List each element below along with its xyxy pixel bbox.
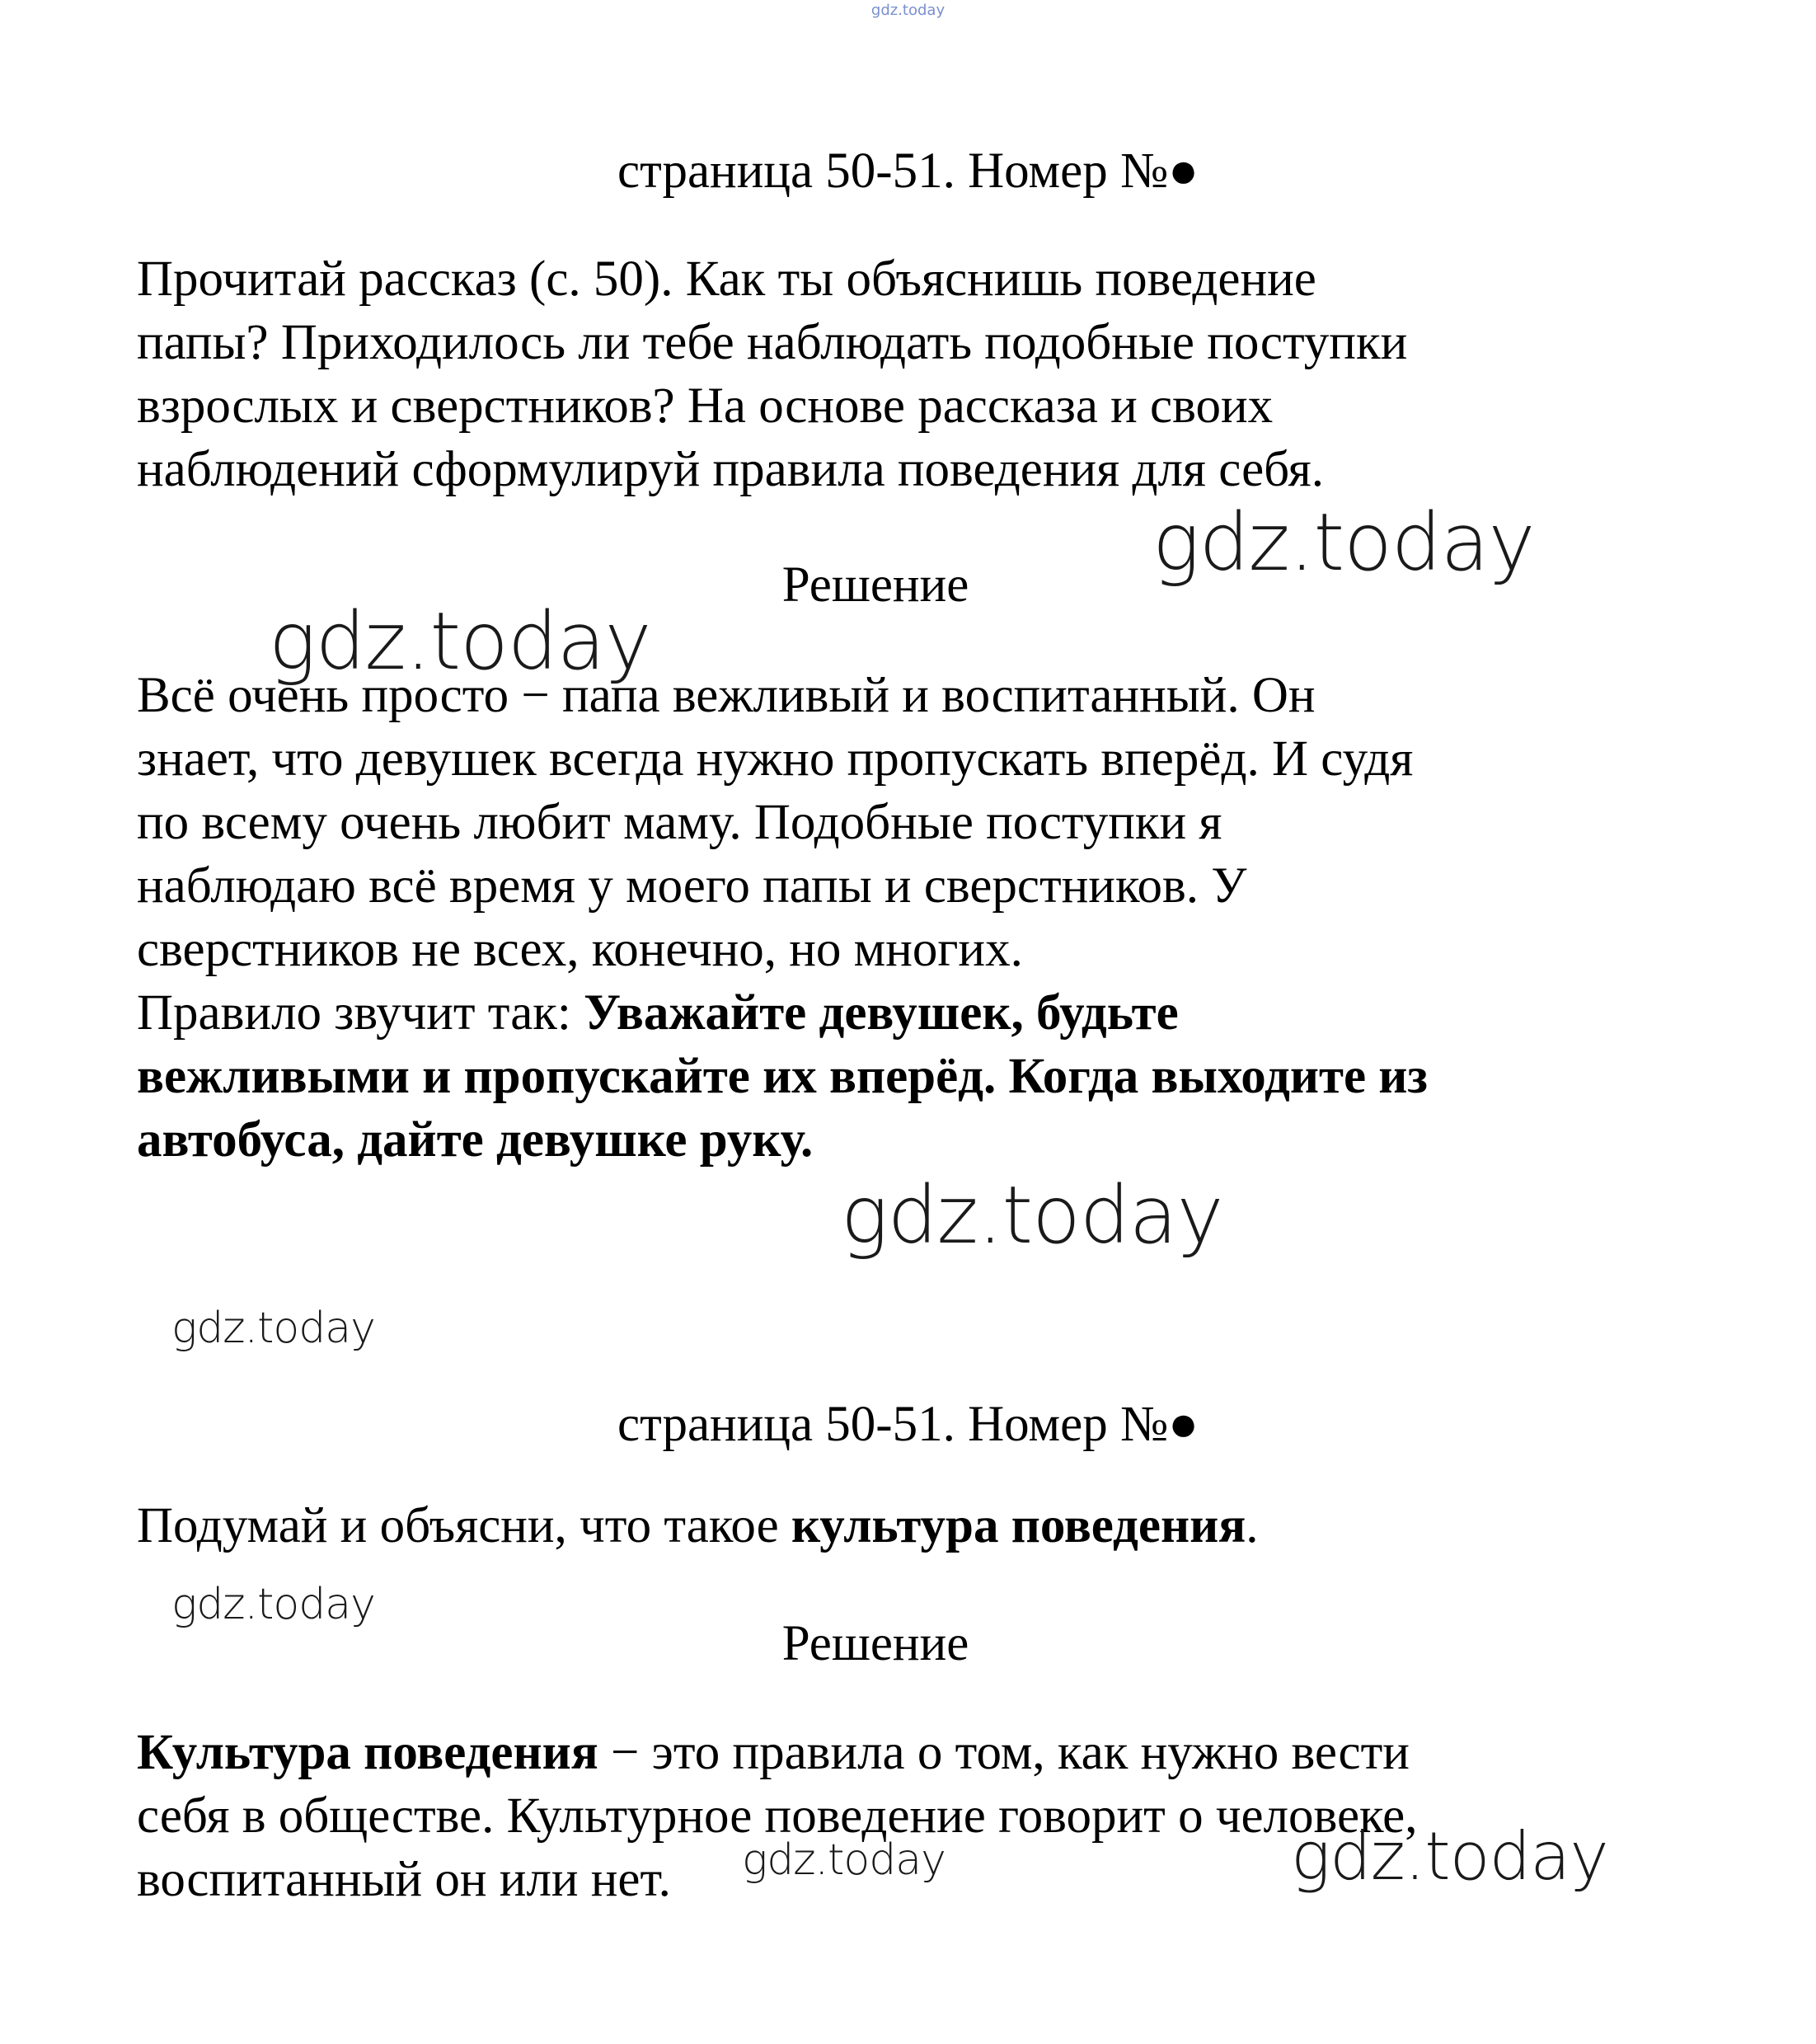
answer-line: наблюдаю всё время у моего папы и сверстников. У [137, 858, 1247, 914]
question-line: взрослых и сверстников? На основе рассказа и своих [137, 378, 1274, 434]
rule-bold: Уважайте девушек, будьте [584, 985, 1179, 1041]
answer-line: по всему очень любит маму. Подобные поступки я [137, 795, 1222, 850]
answer-line: сверстников не всех, конечно, но многих. [137, 922, 1023, 977]
question-bold: культура поведения [791, 1498, 1246, 1553]
watermark: gdz.today [269, 595, 651, 688]
section2-question [137, 1494, 1637, 1558]
answer-rest: − это правила о том, как нужно вести [598, 1725, 1410, 1780]
watermark: gdz.today [742, 1835, 946, 1885]
watermark: gdz.today [171, 1580, 375, 1629]
answer-line: знает, что девушек всегда нужно пропускать вперёд. И судя [137, 731, 1414, 787]
rule-bold-line: автобуса, дайте девушке руку. [137, 1112, 814, 1168]
answer-bold: Культура поведения [137, 1725, 598, 1780]
question-line: наблюдений сформулируй правила поведения для себя. [137, 442, 1324, 497]
section1-solution-label: Решение [781, 557, 969, 613]
rule-bold-line: вежливыми и пропускайте их вперёд. Когда выходите из [137, 1049, 1428, 1104]
section1-answer [137, 664, 1637, 1172]
watermark: gdz.today [841, 1169, 1223, 1262]
section1-heading: страница 50-51. Номер №● [617, 143, 1199, 199]
top-watermark: gdz.today [870, 2, 946, 19]
answer-line: воспитанный он или нет. [137, 1852, 671, 1907]
question-line: папы? Приходилось ли тебе наблюдать подобные поступки [137, 315, 1408, 370]
watermark: gdz.today [1152, 496, 1535, 589]
rule-line [137, 981, 1637, 1045]
section2-heading: страница 50-51. Номер №● [617, 1397, 1199, 1452]
section2-solution-label: Решение [781, 1616, 969, 1671]
answer-line: Всё очень просто − папа вежливый и воспитанный. Он [137, 668, 1316, 723]
watermark: gdz.today [171, 1304, 375, 1353]
question-prefix: Подумай и объясни, что такое [137, 1498, 791, 1553]
answer-line: себя в обществе. Культурное поведение говорит о человеке, [137, 1788, 1418, 1844]
question-suffix: . [1246, 1498, 1259, 1553]
section1-question [137, 247, 1637, 501]
answer-line [137, 1721, 1637, 1784]
question-line [137, 1494, 1637, 1558]
rule-prefix: Правило звучит так: [137, 985, 584, 1041]
question-line: Прочитай рассказ (с. 50). Как ты объяснишь поведение [137, 251, 1316, 307]
watermark: gdz.today [1291, 1818, 1608, 1895]
